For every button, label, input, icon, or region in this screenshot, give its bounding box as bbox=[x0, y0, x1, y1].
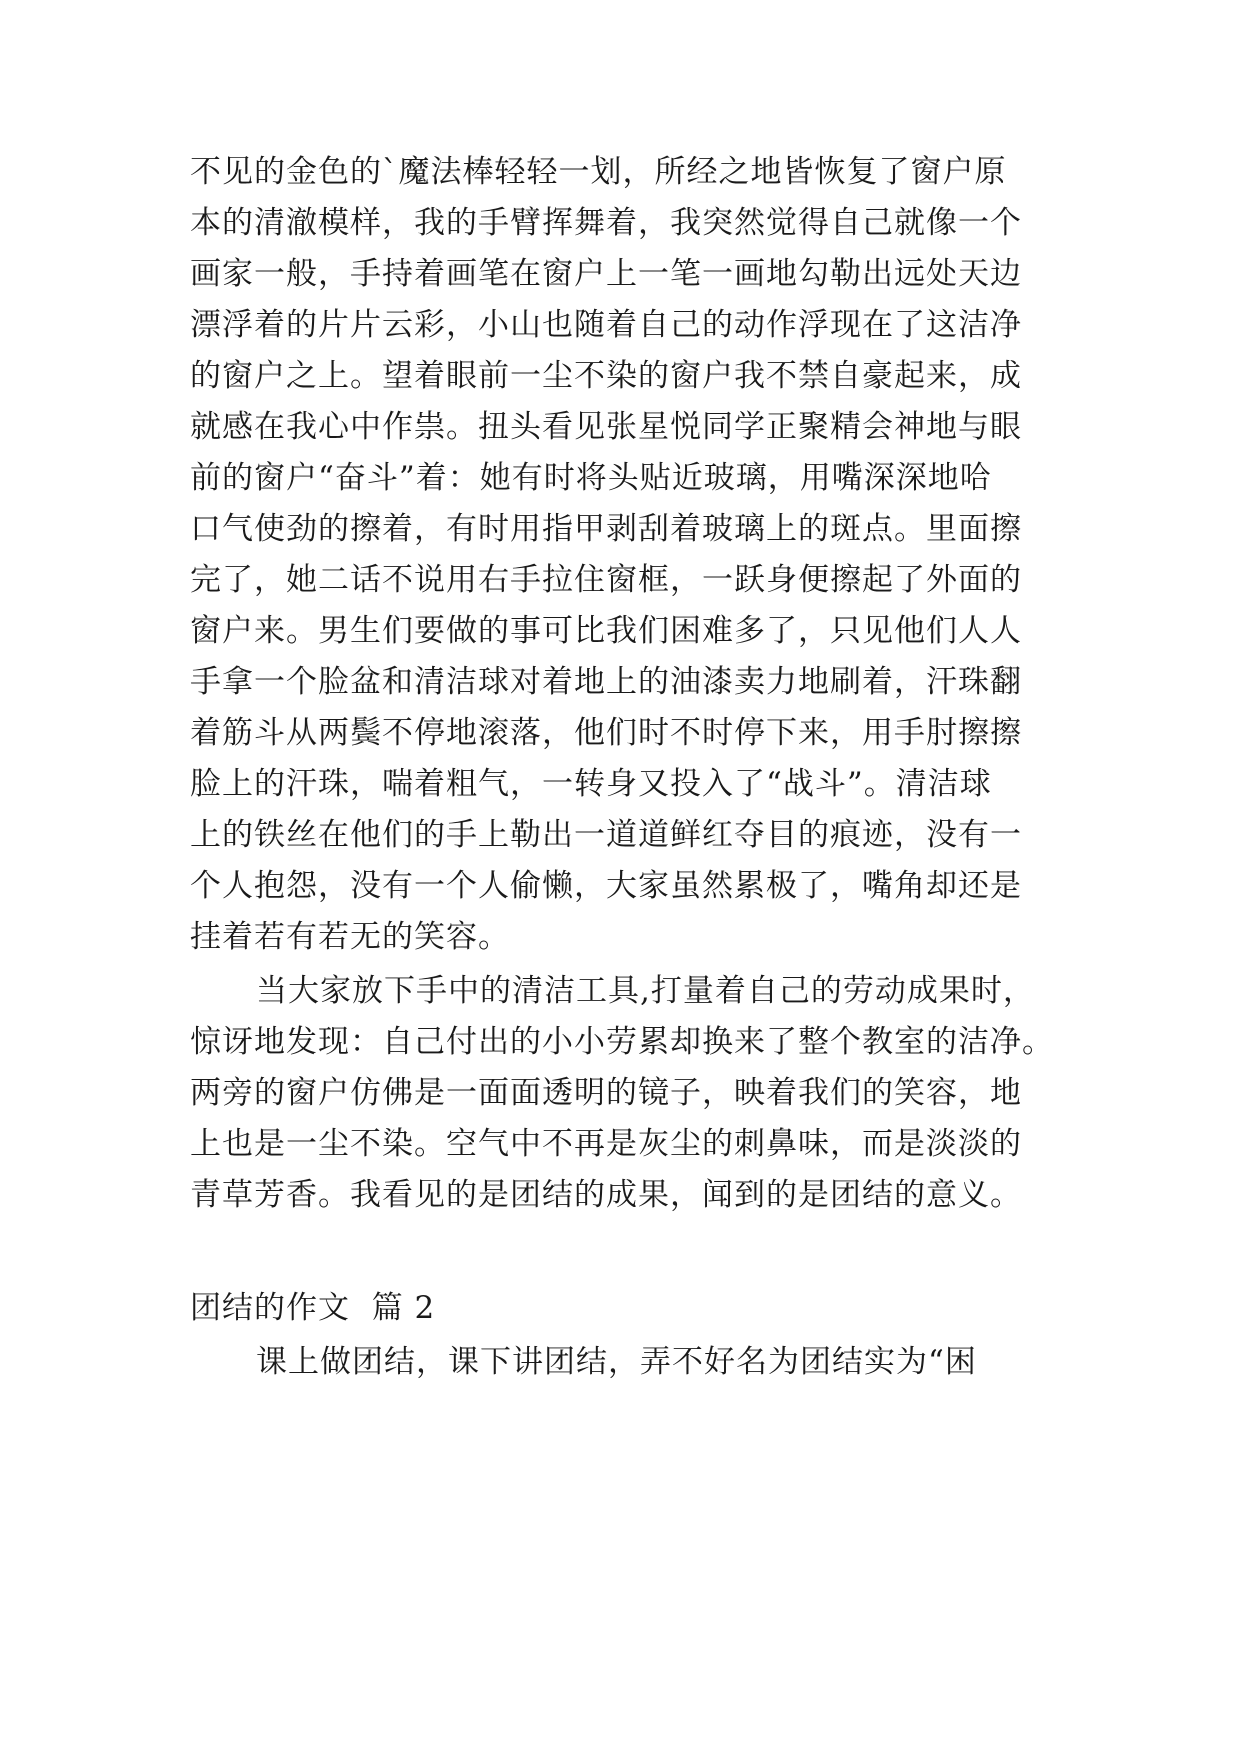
text-line: 两旁的窗户仿佛是一面面透明的镜子，映着我们的笑容，地 bbox=[190, 1075, 1022, 1111]
text-line: 不见的金色的`魔法棒轻轻一划，所经之地皆恢复了窗户原 bbox=[190, 154, 1007, 190]
text-line: 当大家放下手中的清洁工具,打量着自己的劳动成果时， bbox=[256, 973, 1035, 1009]
text-line: 本的清澈模样，我的手臂挥舞着，我突然觉得自己就像一个 bbox=[190, 205, 1022, 241]
text-line: 青草芳香。我看见的是团结的成果，闻到的是团结的意义。 bbox=[190, 1177, 1022, 1213]
text-line: 着筋斗从两鬓不停地滚落，他们时不时停下来，用手肘擦擦 bbox=[190, 715, 1022, 751]
text-line: 上的铁丝在他们的手上勒出一道道鲜红夺目的痕迹，没有一 bbox=[190, 817, 1022, 853]
text-line: 完了，她二话不说用右手拉住窗框，一跃身便擦起了外面的 bbox=[190, 562, 1022, 598]
text-line: 画家一般，手持着画笔在窗户上一笔一画地勾勒出远处天边 bbox=[190, 256, 1022, 292]
text-line: 个人抱怨，没有一个人偷懒，大家虽然累极了，嘴角却还是 bbox=[190, 868, 1022, 904]
text-line: 挂着若有若无的笑容。 bbox=[190, 919, 510, 955]
text-line: 的窗户之上。望着眼前一尘不染的窗户我不禁自豪起来，成 bbox=[190, 358, 1022, 394]
text-line: 手拿一个脸盆和清洁球对着地上的油漆卖力地刷着，汗珠翻 bbox=[190, 664, 1022, 700]
text-line: 前的窗户“奋斗”着：她有时将头贴近玻璃，用嘴深深地哈 bbox=[190, 460, 992, 496]
text-line: 上也是一尘不染。空气中不再是灰尘的刺鼻味，而是淡淡的 bbox=[190, 1126, 1022, 1162]
text-line: 窗户来。男生们要做的事可比我们困难多了，只见他们人人 bbox=[190, 613, 1022, 649]
text-line: 课上做团结，课下讲团结，弄不好名为团结实为“困 bbox=[256, 1344, 977, 1380]
text-line: 惊讶地发现：自己付出的小小劳累却换来了整个教室的洁净。 bbox=[190, 1024, 1054, 1060]
text-line: 口气使劲的擦着，有时用指甲剥刮着玻璃上的斑点。里面擦 bbox=[190, 511, 1022, 547]
text-line: 脸上的汗珠，喘着粗气，一转身又投入了“战斗”。清洁球 bbox=[190, 766, 992, 802]
text-line: 漂浮着的片片云彩，小山也随着自己的动作浮现在了这洁净 bbox=[190, 307, 1022, 343]
text-line: 就感在我心中作祟。扭头看见张星悦同学正聚精会神地与眼 bbox=[190, 409, 1022, 445]
section-heading: 团结的作文 篇 2 bbox=[190, 1290, 436, 1326]
